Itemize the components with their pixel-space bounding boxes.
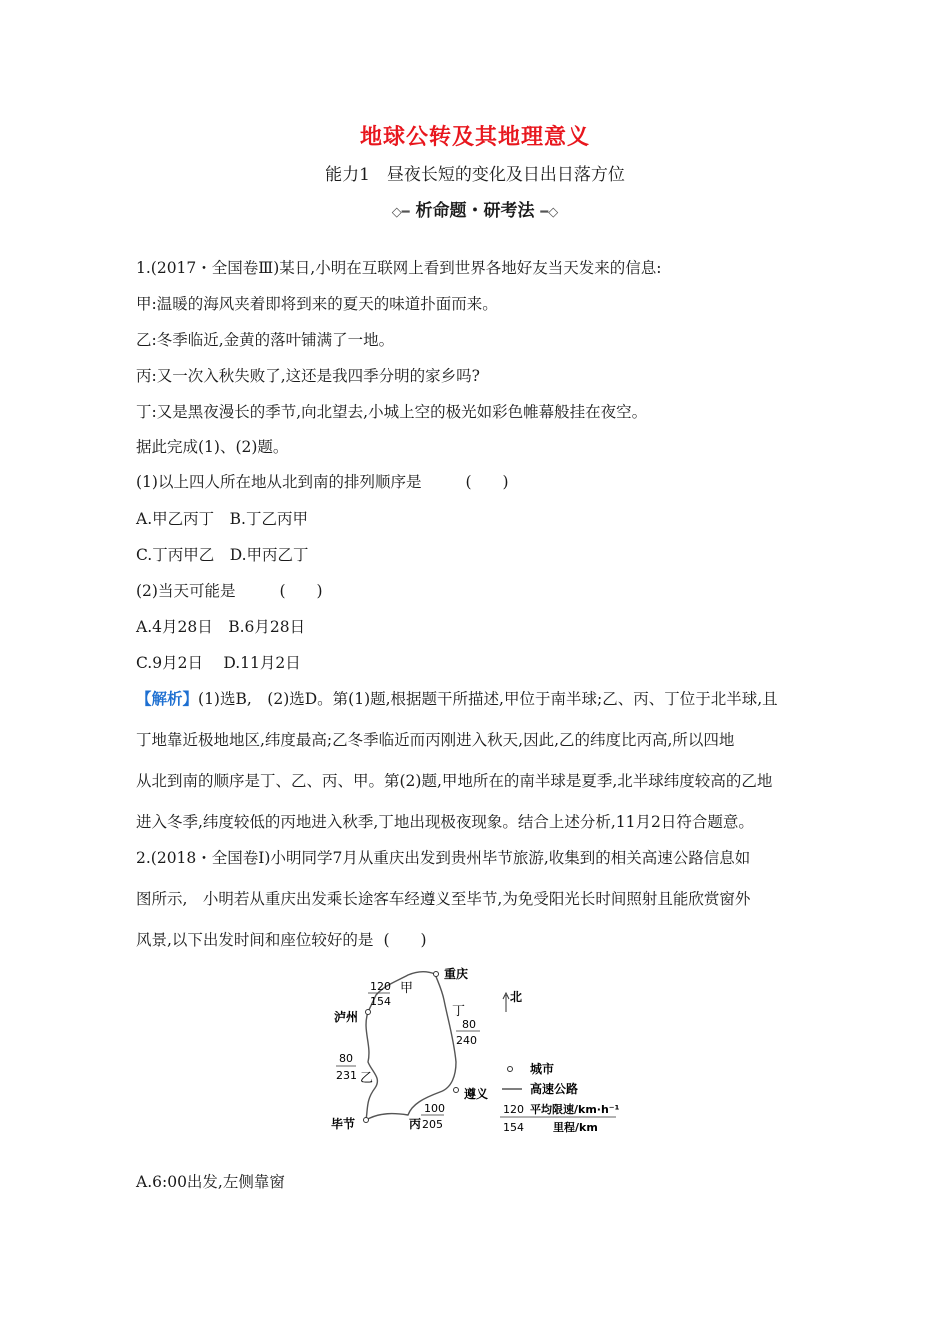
page-title: 地球公转及其地理意义 (359, 125, 590, 150)
q1-answer-line-3: 从北到南的顺序是丁、乙、丙、甲。第(2)题,甲地所在的南半球是夏季,北半球纬度较高的乙地 (136, 772, 773, 790)
city-zunyi-label: 遵义 (464, 1087, 489, 1101)
legend-city-label: 城市 (530, 1062, 555, 1076)
segment-jia-distance: 154 (370, 995, 391, 1008)
segment-ding-speed: 80 (462, 1018, 476, 1031)
city-luzhou-label: 泸州 (334, 1010, 359, 1024)
segment-yi-label: 乙 (360, 1071, 374, 1086)
city-bijie-label: 毕节 (331, 1117, 356, 1131)
q2-line-3-text: 风景,以下出发时间和座位较好的是 (136, 931, 374, 949)
segment-bing-speed: 100 (424, 1102, 445, 1115)
q1-sub1-options-1: A.甲乙丙丁 B.丁乙丙甲 (136, 510, 308, 528)
answer-text-1: (1)选B, (2)选D。第(1)题,根据题干所描述,甲位于南半球;乙、丙、丁位于北半球,且 (198, 690, 778, 708)
city-chongqing-label: 重庆 (444, 967, 469, 981)
legend-example-distance: 154 (503, 1121, 524, 1134)
segment-jia-label: 甲 (400, 981, 414, 996)
q1-sub1-text: (1)以上四人所在地从北到南的排列顺序是 (136, 473, 422, 491)
segment-yi-speed: 80 (339, 1052, 353, 1065)
segment-jia-speed: 120 (370, 980, 391, 993)
page-subtitle: 能力1 昼夜长短的变化及日出日落方位 (325, 165, 625, 185)
q1-instruction: 据此完成(1)、(2)题。 (136, 438, 289, 456)
segment-bing-distance: 205 (422, 1118, 443, 1131)
q2-blank: ( ) (383, 931, 427, 949)
q2-line-2: 图所示, 小明若从重庆出发乘长途客车经遵义至毕节,为免受阳光长时间照射且能欣赏窗外 (136, 890, 751, 908)
q1-sub1-options-2: C.丁丙甲乙 D.甲丙乙丁 (136, 546, 309, 564)
q1-sub2-options-2: C.9月2日 D.11月2日 (136, 654, 301, 672)
city-zunyi-icon (454, 1088, 459, 1093)
segment-ding-label: 丁 (452, 1004, 466, 1019)
ornament-left-icon: ◇━ (391, 205, 410, 220)
q2-option-a: A.6:00出发,左侧靠窗 (136, 1173, 285, 1191)
q1-stem: 1.(2017・全国卷Ⅲ)某日,小明在互联网上看到世界各地好友当天发来的信息: (136, 259, 662, 277)
legend-distance-label: 里程/km (553, 1121, 598, 1134)
legend-speed-label: 平均限速/km·h⁻¹ (530, 1103, 620, 1116)
city-luzhou-icon (366, 1010, 371, 1015)
q1-sub2-options-1: A.4月28日 B.6月28日 (136, 618, 306, 636)
q1-answer-line-4: 进入冬季,纬度较低的丙地进入秋季,丁地出现极夜现象。结合上述分析,11月2日符合题意。 (136, 813, 754, 831)
segment-ding-distance: 240 (456, 1034, 477, 1047)
north-label: 北 (510, 990, 523, 1004)
segment-bing-label: 丙 (409, 1117, 422, 1131)
legend-highway-label: 高速公路 (530, 1082, 579, 1096)
q1-message-bing: 丙:又一次入秋失败了,这还是我四季分明的家乡吗? (136, 367, 480, 385)
q1-sub2-text: (2)当天可能是 (136, 582, 236, 600)
legend-city-icon (508, 1067, 513, 1072)
q2-line-1: 2.(2018・全国卷Ⅰ)小明同学7月从重庆出发到贵州毕节旅游,收集到的相关高速公路信息如 (136, 849, 751, 867)
q1-message-ding: 丁:又是黑夜漫长的季节,向北望去,小城上空的极光如彩色帷幕般挂在夜空。 (136, 403, 648, 421)
q1-message-jia: 甲:温暖的海风夹着即将到来的夏天的味道扑面而来。 (136, 295, 498, 313)
city-bijie-icon (364, 1118, 369, 1123)
legend-example-speed: 120 (503, 1103, 524, 1116)
segment-yi-distance: 231 (336, 1069, 357, 1082)
q1-sub1-blank: ( ) (465, 473, 509, 491)
ornament-right-icon: ━◇ (540, 205, 559, 220)
q1-answer-line-2: 丁地靠近极地地区,纬度最高;乙冬季临近而丙刚进入秋天,因此,乙的纬度比丙高,所以四地 (136, 731, 735, 749)
q1-message-yi: 乙:冬季临近,金黄的落叶铺满了一地。 (136, 331, 395, 349)
section-heading-text: 析命题・研考法 (415, 201, 535, 221)
q1-sub2-blank: ( ) (279, 582, 323, 600)
answer-tag: 【解析】 (136, 689, 199, 708)
city-chongqing-icon (434, 972, 439, 977)
